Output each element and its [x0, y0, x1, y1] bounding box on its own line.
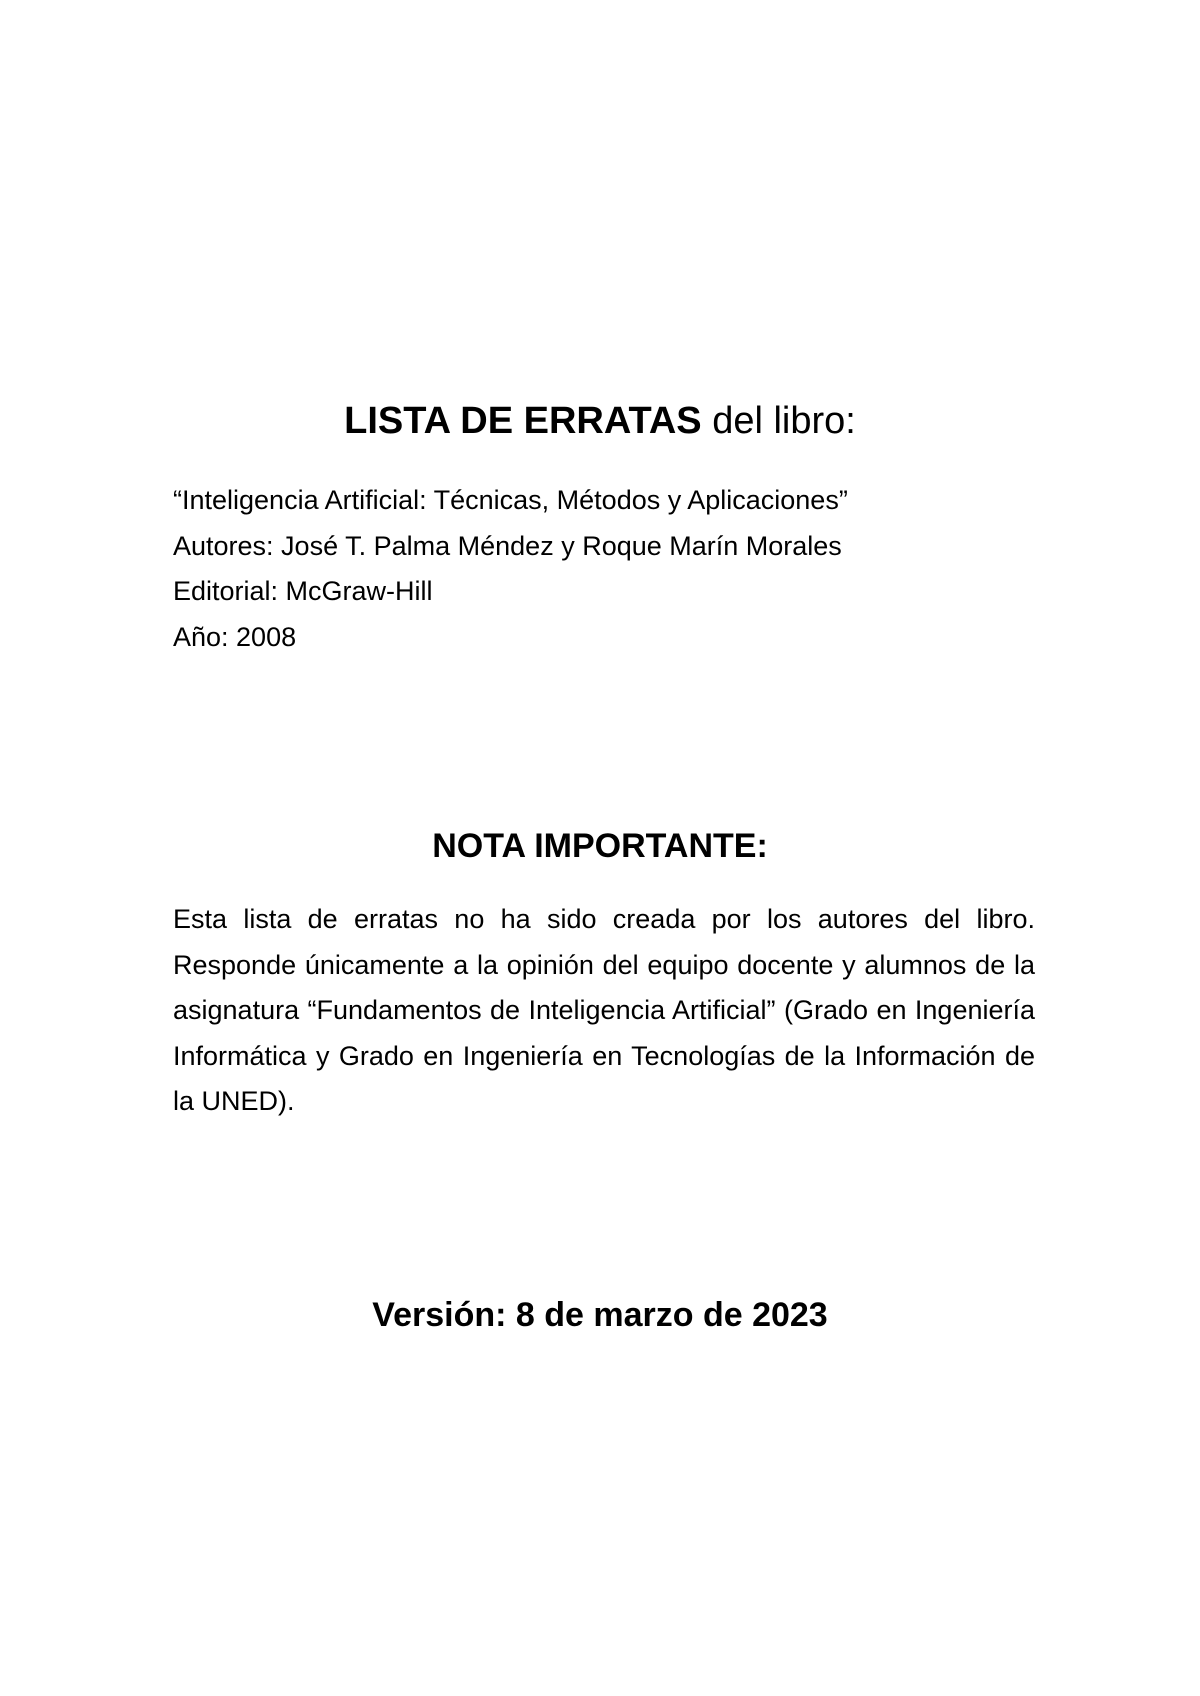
book-publisher: Editorial: McGraw-Hill	[173, 576, 433, 606]
book-year: Año: 2008	[173, 621, 297, 652]
document-title-bold: LISTA DE ERRATAS	[344, 400, 702, 442]
book-authors: Autores: José T. Palma Méndez y Roque Marín Morales	[173, 530, 842, 561]
book-info	[173, 478, 1053, 660]
document-title	[0, 396, 1200, 446]
version-label: Versión: 8 de marzo de 2023	[372, 1296, 828, 1334]
document-title-rest: del libro:	[701, 400, 856, 442]
book-title: “Inteligencia Artificial: Técnicas, Métodos y Aplicaciones”	[173, 485, 848, 515]
note-heading: NOTA IMPORTANTE:	[432, 827, 768, 865]
note-text: Esta lista de erratas no ha sido creada por los autores del libro. Responde únicamente a la opinión del equipo docente y alumnos de la asignatura “Fundamentos de Inteligencia Artificial” (Grado en Ingeniería Informática y Grado en Ingeniería en Tecnologías de la Información de la UNED).	[173, 904, 1035, 1116]
